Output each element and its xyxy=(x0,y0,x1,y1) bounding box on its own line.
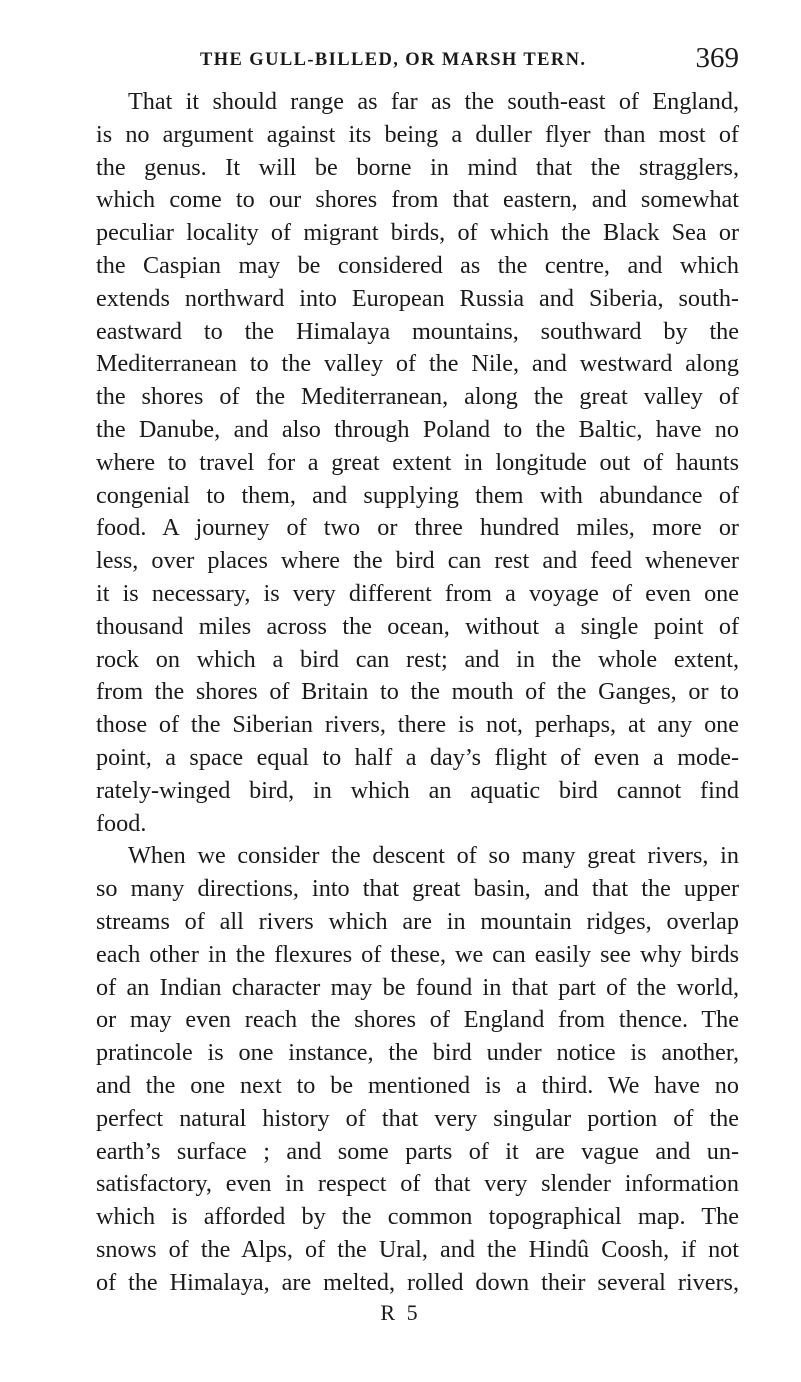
text-line: streams of all rivers which are in mountain ridges, overlap xyxy=(96,907,739,935)
text-line: eastward to the Himalaya mountains, southward by the xyxy=(96,317,739,345)
text-line: the Danube, and also through Poland to the Baltic, have no xyxy=(96,415,739,443)
text-line: satisfactory, even in respect of that very slender information xyxy=(96,1170,739,1198)
text-line: rately-winged bird, in which an aquatic bird cannot find xyxy=(96,776,739,804)
text-line: That it should range as far as the south-east of England, xyxy=(128,88,739,115)
signature-mark: R 5 xyxy=(380,1300,421,1325)
text-line: earth’s surface ; and some parts of it are vague and un- xyxy=(96,1137,739,1165)
text-line: which is afforded by the common topographical map. The xyxy=(96,1203,739,1231)
text-line: peculiar locality of migrant birds, of which the Black Sea or xyxy=(96,219,739,247)
text-line: When we consider the descent of so many great rivers, in xyxy=(128,842,739,870)
text-line: each other in the flexures of these, we can easily see why birds xyxy=(96,940,739,968)
paragraph-1 xyxy=(96,86,739,840)
text-line: food. xyxy=(96,809,147,837)
text-line: it is necessary, is very different from a voyage of even one xyxy=(96,579,739,607)
text-line: pratincole is one instance, the bird under notice is another, xyxy=(96,1039,739,1067)
text-line: congenial to them, and supplying them with abundance of xyxy=(96,481,739,509)
text-line: thousand miles across the ocean, without a single point of xyxy=(96,612,739,640)
text-line: so many directions, into that great basin, and that the upper xyxy=(96,875,739,903)
body-text xyxy=(96,86,739,1299)
running-head xyxy=(96,42,739,82)
text-line: of the Himalaya, are melted, rolled down their several rivers, xyxy=(96,1268,739,1296)
text-line: perfect natural history of that very singular portion of the xyxy=(96,1104,739,1132)
text-line: and the one next to be mentioned is a third. We have no xyxy=(96,1071,739,1099)
text-line: less, over places where the bird can rest and feed whenever xyxy=(96,547,739,575)
text-line: which come to our shores from that eastern, and somewhat xyxy=(96,186,739,214)
text-line: or may even reach the shores of England from thence. The xyxy=(96,1006,739,1034)
paragraph-2 xyxy=(96,840,739,1299)
running-title: THE GULL-BILLED, OR MARSH TERN. xyxy=(200,50,587,70)
text-line: point, a space equal to half a day’s flight of even a mode- xyxy=(96,743,739,771)
text-line: those of the Siberian rivers, there is not, perhaps, at any one xyxy=(96,711,739,739)
text-line: from the shores of Britain to the mouth of the Ganges, or to xyxy=(96,678,739,706)
text-line: food. A journey of two or three hundred miles, more or xyxy=(96,514,739,542)
text-line: rock on which a bird can rest; and in the whole extent, xyxy=(96,645,739,673)
text-line: the genus. It will be borne in mind that the stragglers, xyxy=(96,153,739,181)
text-line: of an Indian character may be found in that part of the world, xyxy=(96,973,739,1001)
text-line: Mediterranean to the valley of the Nile, and westward along xyxy=(96,350,739,378)
text-line: the Caspian may be considered as the centre, and which xyxy=(96,251,739,279)
text-line: the shores of the Mediterranean, along the great valley of xyxy=(96,383,739,411)
text-line: where to travel for a great extent in longitude out of haunts xyxy=(96,448,739,476)
text-line: snows of the Alps, of the Ural, and the Hindû Coosh, if not xyxy=(96,1235,739,1263)
text-line: extends northward into European Russia and Siberia, south- xyxy=(96,284,739,312)
text-line: is no argument against its being a duller flyer than most of xyxy=(96,120,739,148)
page-number: 369 xyxy=(695,42,739,74)
